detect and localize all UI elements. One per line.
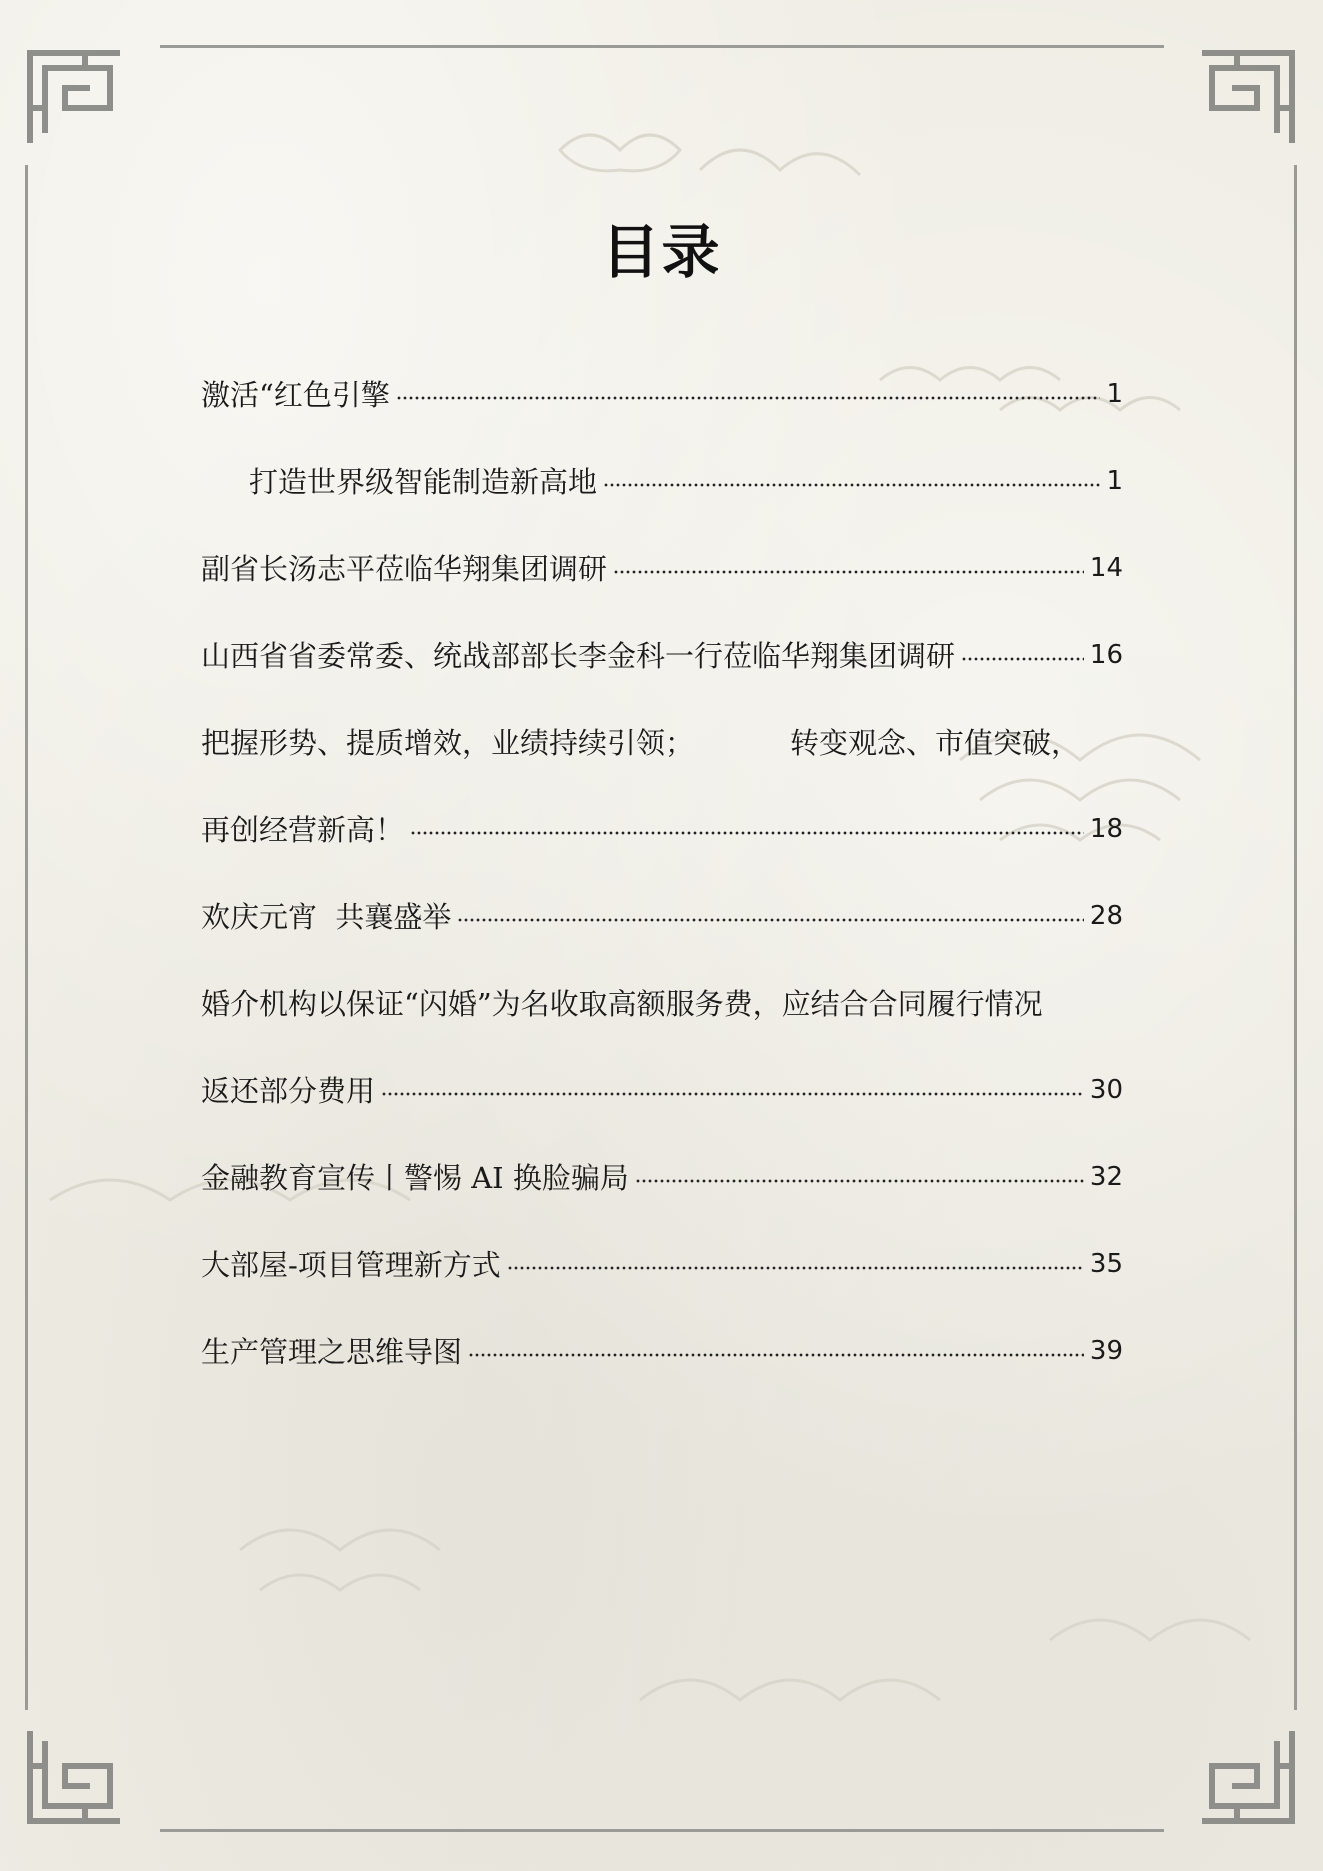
toc-entry-page: 30 <box>1089 1074 1123 1105</box>
toc-entry[interactable] <box>201 698 1123 785</box>
toc-entry[interactable] <box>201 350 1123 437</box>
toc-entry-title: 返还部分费用 <box>201 1074 376 1108</box>
corner-ornament-bottom-left <box>25 1726 125 1826</box>
table-of-contents <box>201 350 1123 1394</box>
toc-entry-page: 14 <box>1089 552 1123 583</box>
toc-entry-title: 打造世界级智能制造新高地 <box>249 465 598 499</box>
toc-entry-title: 把握形势、提质增效，业绩持续引领； <box>201 726 695 760</box>
toc-entry-title: 婚介机构以保证“闪婚”为名收取高额服务费，应结合合同履行情况 <box>201 987 1043 1021</box>
toc-entry[interactable] <box>201 1046 1123 1133</box>
page-title: 目录 <box>601 218 722 286</box>
toc-entry-page: 16 <box>1089 639 1123 670</box>
dot-leader <box>457 917 1083 923</box>
toc-entry-page: 18 <box>1089 813 1123 844</box>
toc-entry-title: 大部屋-项目管理新方式 <box>201 1248 501 1282</box>
toc-entry[interactable] <box>201 524 1123 611</box>
toc-entry-page: 1 <box>1106 465 1123 496</box>
corner-ornament-bottom-right <box>1197 1726 1297 1826</box>
dot-leader <box>396 395 1101 401</box>
toc-entry-title: 激活“红色引擎 <box>201 378 390 412</box>
dot-leader <box>613 569 1084 575</box>
frame-top-line <box>160 45 1164 48</box>
dot-leader <box>381 1091 1084 1097</box>
dot-leader <box>961 656 1084 662</box>
toc-entry[interactable] <box>201 959 1123 1046</box>
toc-entry-page: 39 <box>1089 1335 1123 1366</box>
toc-entry-title: 山西省省委常委、统战部部长李金科一行莅临华翔集团调研 <box>201 639 956 673</box>
frame-right-line <box>1294 165 1297 1710</box>
dot-leader <box>507 1265 1084 1271</box>
toc-entry[interactable] <box>201 437 1123 524</box>
corner-ornament-top-left <box>25 48 125 148</box>
toc-entry-page: 32 <box>1089 1161 1123 1192</box>
toc-entry-page: 35 <box>1089 1248 1123 1279</box>
toc-entry[interactable] <box>201 611 1123 698</box>
toc-entry-title: 生产管理之思维导图 <box>201 1335 463 1369</box>
dot-leader <box>468 1352 1084 1358</box>
dot-leader <box>603 482 1100 488</box>
toc-entry[interactable] <box>201 1307 1123 1394</box>
toc-entry-title: 副省长汤志平莅临华翔集团调研 <box>201 552 608 586</box>
corner-ornament-top-right <box>1197 48 1297 148</box>
toc-entry-title: 再创经营新高！ <box>201 813 405 847</box>
toc-entry[interactable] <box>201 1220 1123 1307</box>
toc-entry[interactable] <box>201 1133 1123 1220</box>
toc-entry-title: 欢庆元宵 共襄盛举 <box>201 900 452 934</box>
toc-entry[interactable] <box>201 785 1123 872</box>
toc-entry-title-continued: 转变观念、市值突破， <box>790 726 1081 760</box>
toc-entry-page: 1 <box>1106 378 1123 409</box>
toc-entry-title: 金融教育宣传丨警惕 AI 换脸骗局 <box>201 1161 629 1195</box>
dot-leader <box>410 830 1084 836</box>
frame-left-line <box>25 165 28 1710</box>
dot-leader <box>635 1178 1084 1184</box>
frame-bottom-line <box>160 1829 1164 1832</box>
toc-entry-page: 28 <box>1089 900 1123 931</box>
toc-entry[interactable] <box>201 872 1123 959</box>
